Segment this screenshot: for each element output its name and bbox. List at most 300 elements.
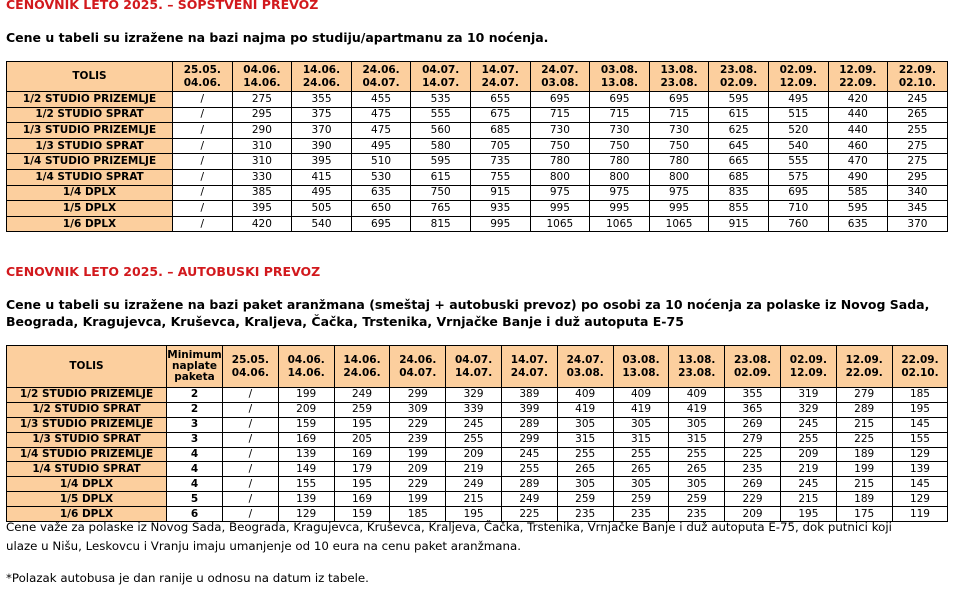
price-cell: /	[223, 477, 279, 492]
price-cell: 345	[888, 201, 948, 217]
price-cell: 635	[351, 185, 411, 201]
price-cell: 800	[590, 169, 650, 185]
period-from: 24.06.	[362, 63, 400, 76]
price-cell: 295	[232, 107, 292, 123]
price-cell: 995	[470, 216, 530, 232]
unit-type: 1/2 STUDIO SPRAT	[7, 107, 173, 123]
price-cell: 215	[780, 492, 836, 507]
price-cell: 1065	[530, 216, 590, 232]
unit-type: 1/3 STUDIO PRIZEMLJE	[7, 123, 173, 139]
period-header	[780, 346, 836, 388]
period-from: 24.07.	[541, 63, 579, 76]
table-row	[7, 92, 948, 108]
price-cell: 185	[892, 388, 948, 403]
price-cell: 625	[709, 123, 769, 139]
price-cell: 305	[557, 417, 613, 432]
price-cell: 419	[613, 402, 669, 417]
min-payment: 4	[167, 447, 223, 462]
price-cell: 159	[334, 507, 390, 522]
period-header	[649, 62, 709, 92]
min-payment: 4	[167, 462, 223, 477]
table-row	[7, 402, 948, 417]
period-header	[669, 346, 725, 388]
price-cell: 195	[780, 507, 836, 522]
table-row	[7, 462, 948, 477]
price-cell: 555	[411, 107, 471, 123]
period-header	[709, 62, 769, 92]
price-cell: 289	[501, 417, 557, 432]
price-cell: 319	[780, 388, 836, 403]
price-cell: 255	[557, 447, 613, 462]
price-cell: /	[223, 462, 279, 477]
price-cell: /	[173, 201, 233, 217]
price-cell: 315	[669, 432, 725, 447]
unit-type: 1/2 STUDIO PRIZEMLJE	[7, 92, 173, 108]
price-cell: 460	[828, 138, 888, 154]
price-cell: 189	[836, 492, 892, 507]
price-cell: 209	[278, 402, 334, 417]
price-cell: /	[173, 169, 233, 185]
period-from: 24.07.	[566, 353, 604, 366]
price-cell: 665	[709, 154, 769, 170]
price-cell: 229	[390, 417, 446, 432]
period-header	[351, 62, 411, 92]
price-cell: 855	[709, 201, 769, 217]
price-cell: 119	[892, 507, 948, 522]
price-cell: /	[223, 417, 279, 432]
price-cell: 695	[590, 92, 650, 108]
period-from: 03.08.	[622, 353, 660, 366]
note-line1: Cene važe za polaske iz Novog Sada, Beograda, Kragujevca, Kruševca, Kraljeva, Čačka, Trstenika, Vrnjačke Banje i duž autoputa E-75, dok putnici koji	[6, 520, 892, 534]
price-cell: 715	[590, 107, 650, 123]
price-cell: 275	[888, 138, 948, 154]
price-cell: 229	[390, 477, 446, 492]
table-row	[7, 432, 948, 447]
price-cell: 305	[613, 477, 669, 492]
price-cell: 780	[649, 154, 709, 170]
price-cell: 195	[334, 417, 390, 432]
period-to: 22.09.	[839, 76, 877, 89]
price-cell: 235	[725, 462, 781, 477]
price-cell: 385	[232, 185, 292, 201]
unit-type: 1/4 STUDIO PRIZEMLJE	[7, 154, 173, 170]
price-cell: /	[173, 216, 233, 232]
price-cell: 225	[725, 447, 781, 462]
price-cell: 715	[530, 107, 590, 123]
price-cell: 279	[836, 388, 892, 403]
period-from: 23.08.	[720, 63, 758, 76]
price-cell: 995	[649, 201, 709, 217]
min-payment: 3	[167, 417, 223, 432]
period-header	[232, 62, 292, 92]
price-cell: 470	[828, 154, 888, 170]
min-payment: 5	[167, 492, 223, 507]
unit-type: 1/6 DPLX	[7, 507, 167, 522]
period-from: 23.08.	[733, 353, 772, 366]
price-cell: 800	[530, 169, 590, 185]
price-cell: 315	[613, 432, 669, 447]
price-cell: 650	[351, 201, 411, 217]
table-body	[7, 388, 948, 522]
period-from: 22.09.	[901, 353, 939, 366]
period-header	[768, 62, 828, 92]
price-cell: 305	[613, 417, 669, 432]
price-cell: 255	[780, 432, 836, 447]
price-cell: 780	[530, 154, 590, 170]
price-cell: 339	[446, 402, 502, 417]
price-cell: 420	[828, 92, 888, 108]
price-cell: 259	[613, 492, 669, 507]
price-cell: 440	[828, 123, 888, 139]
price-cell: 245	[501, 447, 557, 462]
price-cell: 765	[411, 201, 471, 217]
price-cell: /	[173, 138, 233, 154]
price-cell: 219	[780, 462, 836, 477]
period-header	[590, 62, 650, 92]
price-cell: /	[173, 92, 233, 108]
price-cell: 375	[292, 107, 352, 123]
price-cell: 695	[768, 185, 828, 201]
unit-type: 1/2 STUDIO PRIZEMLJE	[7, 388, 167, 403]
price-cell: 310	[232, 154, 292, 170]
period-header	[613, 346, 669, 388]
table-row	[7, 123, 948, 139]
period-from: 14.06.	[302, 63, 341, 76]
price-cell: 295	[888, 169, 948, 185]
price-cell: 675	[470, 107, 530, 123]
price-cell: 595	[828, 201, 888, 217]
price-cell: 265	[613, 462, 669, 477]
footnote: *Polazak autobusa je dan ranije u odnosu na datum iz tabele.	[6, 571, 369, 585]
period-to: 14.07.	[422, 76, 460, 89]
period-header	[501, 346, 557, 388]
price-cell: 395	[292, 154, 352, 170]
price-cell: 129	[892, 447, 948, 462]
price-cell: 975	[649, 185, 709, 201]
period-header	[334, 346, 390, 388]
price-cell: 155	[278, 477, 334, 492]
price-cell: 255	[613, 447, 669, 462]
price-cell: 255	[669, 447, 725, 462]
price-cell: /	[223, 388, 279, 403]
unit-type: 1/6 DPLX	[7, 216, 173, 232]
price-cell: 580	[411, 138, 471, 154]
price-cell: 129	[278, 507, 334, 522]
period-header	[390, 346, 446, 388]
period-to: 14.06.	[287, 366, 325, 379]
price-table-own-transport	[6, 61, 948, 232]
period-from: 04.06.	[287, 353, 325, 366]
min-payment: 6	[167, 507, 223, 522]
price-cell: 155	[892, 432, 948, 447]
price-cell: 419	[557, 402, 613, 417]
price-cell: 915	[709, 216, 769, 232]
unit-type: 1/4 STUDIO SPRAT	[7, 462, 167, 477]
price-cell: 419	[669, 402, 725, 417]
price-cell: 145	[892, 477, 948, 492]
price-cell: 455	[351, 92, 411, 108]
price-cell: 515	[768, 107, 828, 123]
period-header	[725, 346, 781, 388]
unit-type: 1/5 DPLX	[7, 492, 167, 507]
price-cell: /	[223, 402, 279, 417]
period-from: 04.06.	[243, 63, 281, 76]
price-cell: 195	[334, 477, 390, 492]
price-cell: 185	[390, 507, 446, 522]
price-cell: 245	[780, 477, 836, 492]
unit-type: 1/4 STUDIO PRIZEMLJE	[7, 447, 167, 462]
price-cell: 595	[709, 92, 769, 108]
price-cell: 199	[390, 492, 446, 507]
period-from: 04.07.	[454, 353, 493, 366]
unit-type: 1/4 STUDIO SPRAT	[7, 169, 173, 185]
price-cell: 695	[351, 216, 411, 232]
period-header	[411, 62, 471, 92]
period-header	[892, 346, 948, 388]
price-cell: 265	[669, 462, 725, 477]
min-payment: 3	[167, 432, 223, 447]
price-cell: 390	[292, 138, 352, 154]
table-row	[7, 138, 948, 154]
period-from: 12.09.	[845, 353, 883, 366]
price-cell: 205	[334, 432, 390, 447]
period-from: 14.07.	[481, 63, 519, 76]
price-cell: 215	[836, 417, 892, 432]
unit-type: 1/2 STUDIO SPRAT	[7, 402, 167, 417]
table-row	[7, 169, 948, 185]
price-cell: 915	[470, 185, 530, 201]
period-to: 14.06.	[243, 76, 281, 89]
period-to: 22.09.	[845, 366, 883, 379]
price-cell: 259	[669, 492, 725, 507]
price-cell: 269	[725, 417, 781, 432]
price-cell: /	[223, 492, 279, 507]
table-body	[7, 92, 948, 232]
price-cell: 299	[390, 388, 446, 403]
price-cell: 685	[470, 123, 530, 139]
price-cell: 645	[709, 138, 769, 154]
price-cell: 279	[725, 432, 781, 447]
price-cell: 585	[828, 185, 888, 201]
price-cell: 540	[292, 216, 352, 232]
price-cell: 555	[768, 154, 828, 170]
corner-label: TOLIS	[7, 62, 173, 92]
price-cell: 229	[725, 492, 781, 507]
period-to: 04.06.	[231, 366, 269, 379]
price-cell: 225	[501, 507, 557, 522]
price-cell: /	[173, 107, 233, 123]
period-from: 13.08.	[678, 353, 716, 366]
price-cell: 685	[709, 169, 769, 185]
period-from: 02.09.	[789, 353, 827, 366]
price-cell: 615	[411, 169, 471, 185]
table-row	[7, 388, 948, 403]
price-cell: 149	[278, 462, 334, 477]
period-from: 14.07.	[510, 353, 548, 366]
period-to: 14.07.	[454, 366, 493, 379]
price-cell: 215	[446, 492, 502, 507]
period-from: 04.07.	[422, 63, 460, 76]
price-cell: 299	[501, 432, 557, 447]
unit-type: 1/5 DPLX	[7, 201, 173, 217]
price-cell: 199	[836, 462, 892, 477]
price-cell: 750	[530, 138, 590, 154]
section2-heading: CENOVNIK LETO 2025. – AUTOBUSKI PREVOZ	[6, 264, 321, 279]
price-cell: 355	[725, 388, 781, 403]
price-cell: 199	[278, 388, 334, 403]
price-cell: 275	[888, 154, 948, 170]
price-cell: 329	[446, 388, 502, 403]
price-cell: 495	[351, 138, 411, 154]
price-cell: 695	[649, 92, 709, 108]
period-to: 13.08.	[622, 366, 660, 379]
price-cell: 409	[613, 388, 669, 403]
price-cell: 269	[725, 477, 781, 492]
price-cell: 209	[725, 507, 781, 522]
period-header	[446, 346, 502, 388]
price-cell: 249	[334, 388, 390, 403]
price-cell: 800	[649, 169, 709, 185]
price-cell: 169	[278, 432, 334, 447]
price-cell: 710	[768, 201, 828, 217]
price-cell: 395	[232, 201, 292, 217]
price-cell: 290	[232, 123, 292, 139]
price-cell: 265	[557, 462, 613, 477]
period-to: 02.10.	[898, 76, 937, 89]
period-header	[292, 62, 352, 92]
period-to: 23.08.	[678, 366, 716, 379]
section2-description-line1: Cene u tabeli su izražene na bazi paket aranžmana (smeštaj + autobuski prevoz) po osobi za 10 noćenja za polaske iz Novog Sada,	[6, 297, 930, 312]
price-cell: 215	[836, 477, 892, 492]
period-from: 25.05.	[231, 353, 269, 366]
period-from: 13.08.	[660, 63, 698, 76]
period-to: 02.10.	[901, 366, 939, 379]
price-cell: 505	[292, 201, 352, 217]
unit-type: 1/3 STUDIO SPRAT	[7, 138, 173, 154]
table-row	[7, 492, 948, 507]
price-cell: 595	[411, 154, 471, 170]
period-to: 12.09.	[779, 76, 817, 89]
price-cell: 415	[292, 169, 352, 185]
price-cell: 815	[411, 216, 471, 232]
price-cell: 935	[470, 201, 530, 217]
table-row	[7, 447, 948, 462]
price-cell: 209	[446, 447, 502, 462]
price-cell: 420	[232, 216, 292, 232]
min-payment: 2	[167, 402, 223, 417]
price-cell: 635	[828, 216, 888, 232]
period-to: 24.06.	[343, 366, 381, 379]
price-cell: 129	[892, 492, 948, 507]
price-cell: 305	[669, 417, 725, 432]
period-to: 03.08.	[541, 76, 579, 89]
price-table-bus-transport	[6, 345, 948, 522]
price-cell: 330	[232, 169, 292, 185]
period-to: 23.08.	[660, 76, 698, 89]
period-from: 02.09.	[779, 63, 817, 76]
price-cell: 575	[768, 169, 828, 185]
price-cell: /	[173, 123, 233, 139]
price-cell: 139	[278, 447, 334, 462]
price-cell: 219	[446, 462, 502, 477]
price-cell: 235	[669, 507, 725, 522]
price-cell: 655	[470, 92, 530, 108]
price-cell: 560	[411, 123, 471, 139]
price-cell: 305	[669, 477, 725, 492]
price-cell: 540	[768, 138, 828, 154]
price-cell: 520	[768, 123, 828, 139]
price-cell: 199	[390, 447, 446, 462]
price-cell: 169	[334, 492, 390, 507]
unit-type: 1/3 STUDIO PRIZEMLJE	[7, 417, 167, 432]
price-cell: 975	[530, 185, 590, 201]
price-cell: 409	[557, 388, 613, 403]
min-payment: 4	[167, 477, 223, 492]
price-cell: 145	[892, 417, 948, 432]
price-cell: 535	[411, 92, 471, 108]
unit-type: 1/4 DPLX	[7, 185, 173, 201]
price-cell: 730	[649, 123, 709, 139]
price-cell: 750	[649, 138, 709, 154]
price-cell: 249	[446, 477, 502, 492]
price-cell: 975	[590, 185, 650, 201]
price-cell: 750	[590, 138, 650, 154]
price-cell: 195	[446, 507, 502, 522]
section2-description-line2: Beograda, Kragujevca, Kruševca, Kraljeva, Čačka, Trstenika, Vrnjačke Banje i duž autoputa E-75	[6, 314, 684, 329]
table-row	[7, 201, 948, 217]
period-to: 13.08.	[600, 76, 639, 89]
price-cell: 309	[390, 402, 446, 417]
price-cell: 255	[446, 432, 502, 447]
price-cell: 495	[768, 92, 828, 108]
price-cell: 730	[590, 123, 650, 139]
price-cell: 370	[888, 216, 948, 232]
price-cell: 389	[501, 388, 557, 403]
period-to: 12.09.	[789, 366, 827, 379]
price-cell: 760	[768, 216, 828, 232]
price-cell: 510	[351, 154, 411, 170]
price-cell: 780	[590, 154, 650, 170]
price-cell: 750	[411, 185, 471, 201]
price-cell: 239	[390, 432, 446, 447]
table-row	[7, 477, 948, 492]
min-payment-header: Minimum naplate paketa	[167, 346, 223, 388]
price-cell: 490	[828, 169, 888, 185]
table-header-row	[7, 62, 948, 92]
period-from: 25.05.	[183, 63, 221, 76]
price-cell: 730	[530, 123, 590, 139]
period-header	[557, 346, 613, 388]
price-cell: /	[173, 185, 233, 201]
note-line2: ulaze u Nišu, Leskovcu i Vranju imaju umanjenje od 10 eura na cenu paket aranžmana.	[6, 539, 521, 553]
min-payment: 2	[167, 388, 223, 403]
section1-description: Cene u tabeli su izražene na bazi najma po studiju/apartmanu za 10 noćenja.	[6, 30, 549, 45]
price-cell: 225	[836, 432, 892, 447]
price-cell: 139	[278, 492, 334, 507]
price-cell: 159	[278, 417, 334, 432]
period-to: 24.07.	[481, 76, 519, 89]
table-row	[7, 185, 948, 201]
price-cell: 169	[334, 447, 390, 462]
price-cell: /	[173, 154, 233, 170]
period-header	[530, 62, 590, 92]
price-cell: 175	[836, 507, 892, 522]
price-cell: 195	[892, 402, 948, 417]
period-header	[278, 346, 334, 388]
price-cell: 340	[888, 185, 948, 201]
price-cell: 475	[351, 107, 411, 123]
price-cell: /	[223, 432, 279, 447]
